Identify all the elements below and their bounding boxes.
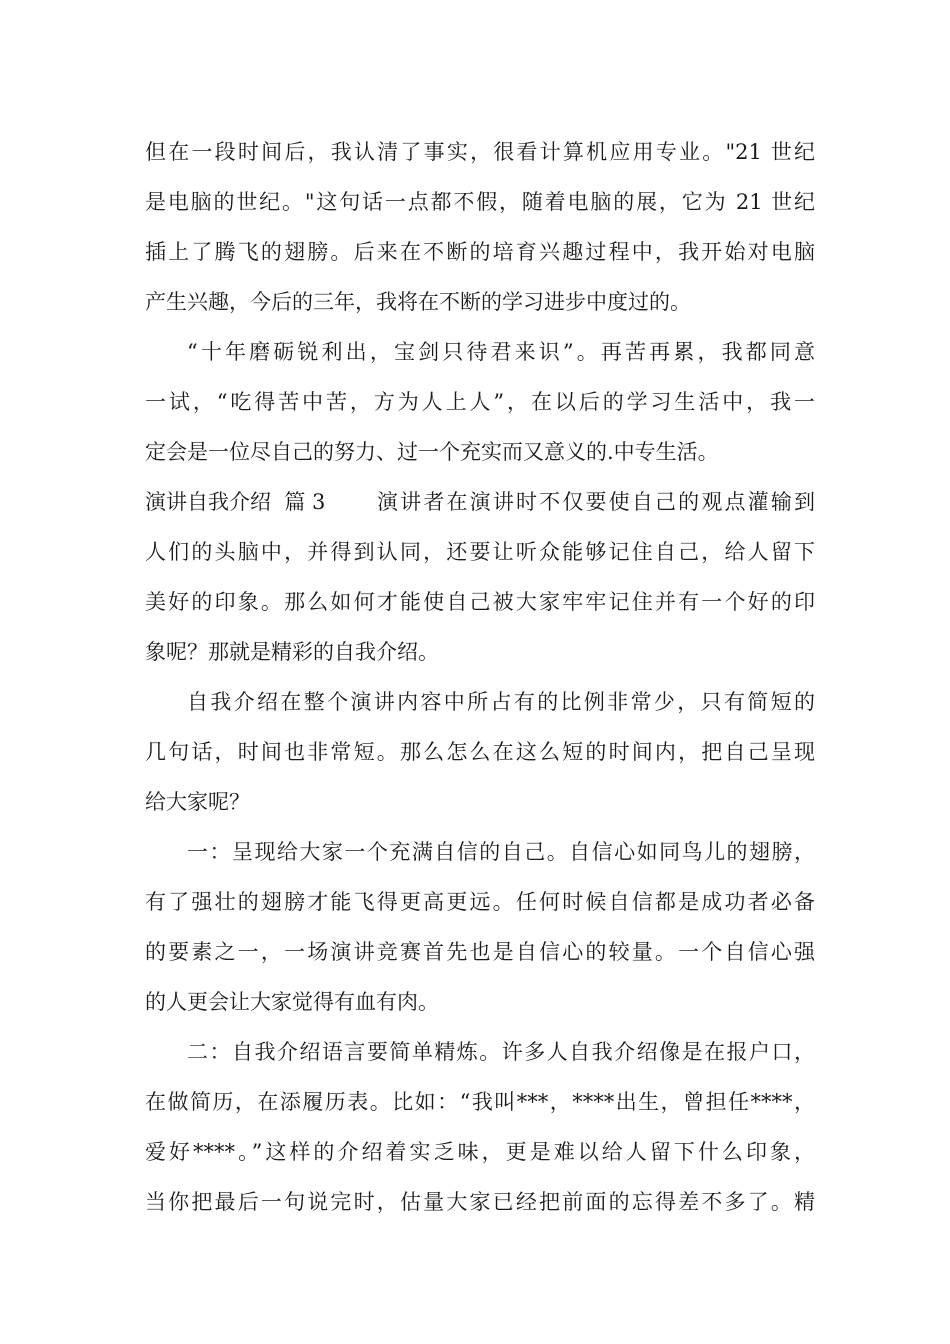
text-line: 是电脑的世纪。"这句话一点都不假，随着电脑的展，它为 21 世纪 bbox=[145, 190, 815, 214]
text-line: 的人更会让大家觉得有血有肉。 bbox=[145, 990, 439, 1014]
text-line: 二：自我介绍语言要简单精炼。许多人自我介绍像是在报户口， bbox=[187, 1040, 815, 1064]
section-heading: 演讲自我介绍 篇 3 bbox=[145, 490, 326, 514]
text-line: 美好的印象。那么如何才能使自己被大家牢牢记住并有一个好的印 bbox=[145, 590, 815, 614]
text-line: 当你把最后一句说完时，估量大家已经把前面的忘得差不多了。精 bbox=[145, 1190, 815, 1214]
text-line: 一试，“吃得苦中苦，方为人上人”，在以后的学习生活中，我一 bbox=[145, 390, 815, 414]
text-line: 产生兴趣，今后的三年，我将在不断的学习进步中度过的。 bbox=[145, 290, 691, 314]
text-line: 人们的头脑中，并得到认同，还要让听众能够记住自己，给人留下 bbox=[145, 540, 815, 564]
text-line: 爱好****。”这样的介绍着实乏味，更是难以给人留下什么印象， bbox=[145, 1140, 815, 1164]
text-line: 的要素之一，一场演讲竞赛首先也是自信心的较量。一个自信心强 bbox=[145, 940, 815, 964]
text-line: “十年磨砺锐利出，宝剑只待君来识”。再苦再累，我都同意 bbox=[187, 340, 815, 364]
text-line: 有了强壮的翅膀才能飞得更高更远。任何时候自信都是成功者必备 bbox=[145, 890, 815, 914]
text-line: 插上了腾飞的翅膀。后来在不断的培育兴趣过程中，我开始对电脑 bbox=[145, 240, 815, 264]
text-line: 几句话，时间也非常短。那么怎么在这么短的时间内，把自己呈现 bbox=[145, 740, 815, 764]
text-line: 给大家呢？ bbox=[145, 790, 250, 814]
text-line: 在做简历，在添履历表。比如：“我叫***，****出生，曾担任****， bbox=[145, 1090, 815, 1114]
text-line: 自我介绍在整个演讲内容中所占有的比例非常少，只有简短的 bbox=[187, 690, 815, 714]
text-line: 象呢？那就是精彩的自我介绍。 bbox=[145, 640, 439, 664]
text-line: 定会是一位尽自己的努力、过一个充实而又意义的.中专生活。 bbox=[145, 440, 719, 464]
section-heading-line bbox=[145, 485, 815, 519]
text-line: 但在一段时间后，我认清了事实，很看计算机应用专业。"21 世纪 bbox=[145, 140, 815, 164]
text-line: 一：呈现给大家一个充满自信的自己。自信心如同鸟儿的翅膀， bbox=[187, 840, 815, 864]
text-line: 演讲者在演讲时不仅要使自己的观点灌输到 bbox=[377, 490, 815, 514]
